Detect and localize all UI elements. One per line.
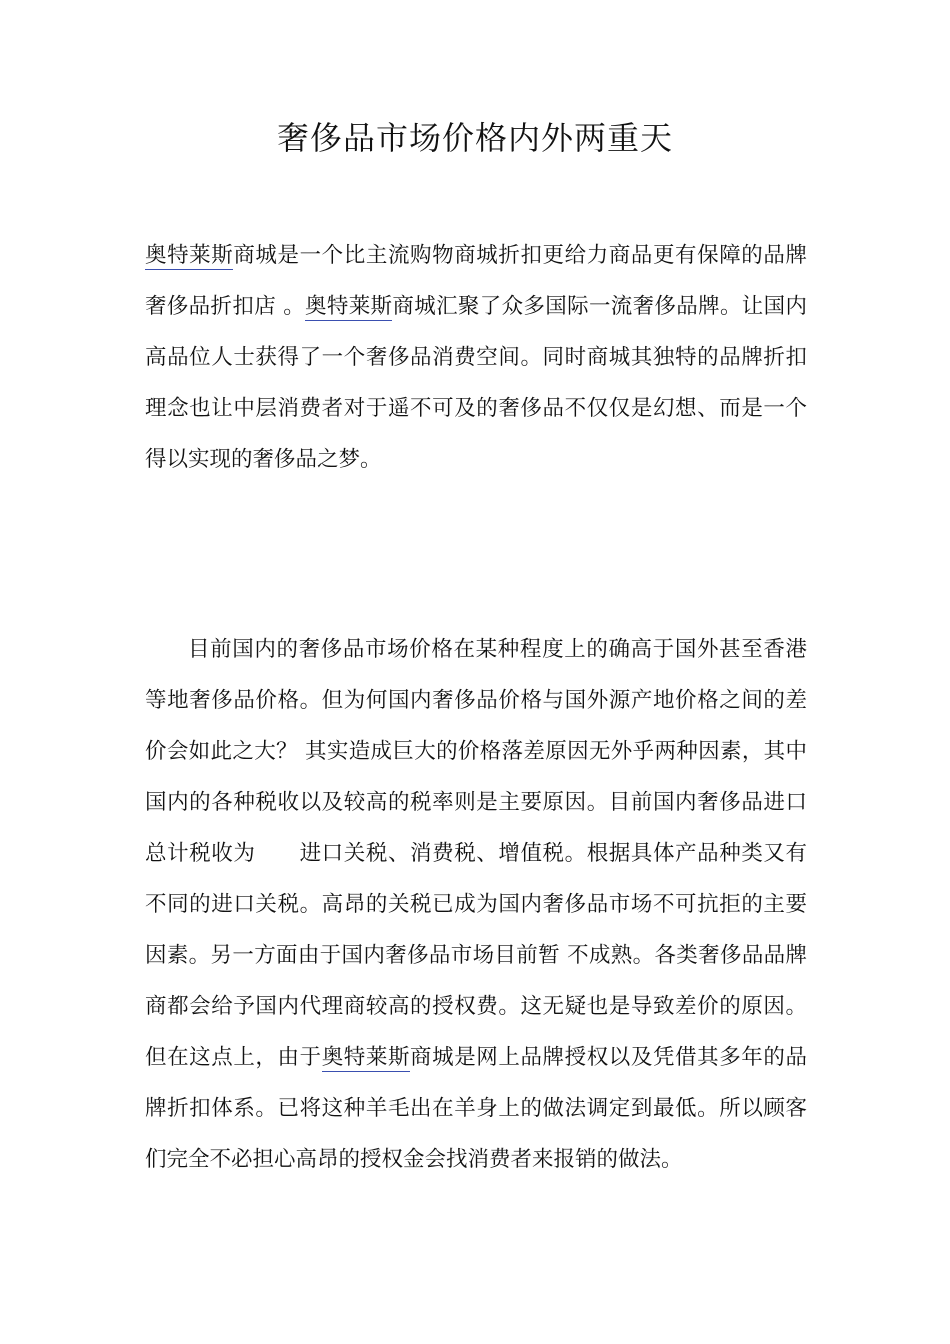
paragraph-text: 商城汇聚了众多国际一流奢侈品牌。让国内高品位人士获得了一个奢侈品消费空间。同时商城其独特的品牌折扣理念也让中层消费者对于遥不可及的奢侈品不仅仅是幻想、而是一个得以实现的奢侈品之梦。: [145, 294, 807, 472]
paragraph-price-analysis: [145, 624, 807, 1185]
paragraph-intro: [145, 230, 807, 485]
outlets-link[interactable]: 奥特莱斯: [305, 294, 393, 319]
document-title: 奢侈品市场价格内外两重天: [276, 119, 673, 157]
outlets-link[interactable]: 奥特莱斯: [321, 1045, 411, 1070]
outlets-link[interactable]: 奥特莱斯: [145, 243, 234, 268]
paragraph-text: 商城是一个比主流购物商城折扣更给力商品更有保障的品牌奢侈品折扣店 。: [145, 243, 807, 319]
paragraph-text: 目前国内的奢侈品市场价格在某种程度上的确高于国外甚至香港等地奢侈品价格。但为何国内奢侈品价格与国外源产地价格之间的差价会如此之大？ 其实造成巨大的价格落差原因无外乎两种因素，其中国内的各种税收以及较高的税率则是主要原因。目前国内奢侈品进口总计税收为 进口关税、消费税、增值税。根据具体产品种类又有不同的进口关税。高昂的关税已成为国内奢侈品市场不可抗拒的主要因素。另一方面由于国内奢侈品市场目前暂 不成熟。各类奢侈品品牌商都会给予国内代理商较高的授权费。这无疑也是导致差价的原因。但在这点上，由于: [145, 637, 807, 1070]
paragraph-text: 商城是网上品牌授权以及凭借其多年的品牌折扣体系。已将这种羊毛出在羊身上的做法调定到最低。所以顾客们完全不必担心高昂的授权金会找消费者来报销的做法。: [145, 1045, 807, 1172]
